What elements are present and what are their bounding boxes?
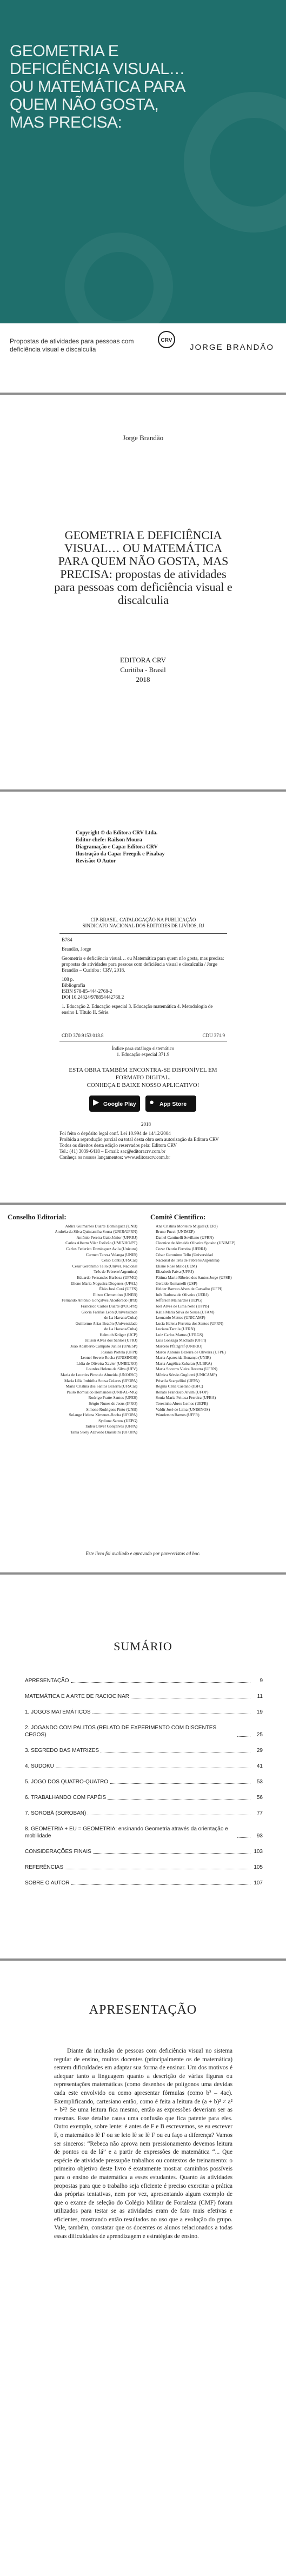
legal-line: Conheça os nossos lançamentos: www.editoracrv.com.br	[59, 1154, 170, 1160]
toc-item[interactable]	[25, 1724, 263, 1738]
layout-line: Diagramação e Capa: Editora CRV	[76, 844, 158, 850]
board-member: Cleonice de Almeida Oliveira Sposito (UNIMEP)	[156, 1240, 236, 1246]
cover-watermark-circle	[184, 92, 286, 233]
board-member: Marcelo Pfalzgraf (UNIRIO)	[156, 1344, 203, 1349]
copyright-line: Copyright © da Editora CRV Ltda.	[76, 830, 158, 836]
board-member: Maria de Lourdes Pinto de Almeida (UNOESC)	[60, 1372, 137, 1378]
cataloging-line: Brandão, Jorge	[62, 946, 91, 952]
editorial-board-title: Conselho Editorial:	[8, 1213, 66, 1221]
cataloging-line: DOI 10.24824/978854442768.2	[62, 994, 124, 1000]
toc-item-page: 19	[256, 1709, 263, 1715]
toc-leader-dots	[237, 1837, 250, 1838]
google-play-label: Google Play	[103, 1101, 136, 1107]
board-member: Leonardo Mattos (UNICAMP)	[156, 1315, 205, 1320]
toc-item[interactable]	[25, 1880, 263, 1887]
title-page-publisher-block	[0, 655, 286, 685]
toc-item-label: 3. SEGREDO DAS MATRIZES	[25, 1748, 99, 1754]
board-member: Eduardo Fernandes Barbosa (UFMG)	[77, 1274, 137, 1280]
board-member: Celso Conti (UFSCar)	[101, 1258, 137, 1263]
board-member: Maria Socorro Vieira Bezerra (UFRN)	[156, 1366, 217, 1372]
publication-year: 2018	[136, 675, 150, 683]
toc-item[interactable]	[25, 1810, 263, 1817]
title-page-title-main: GEOMETRIA E DEFICIÊNCIA VISUAL… OU MATEMÁTICA PARA QUEM NÃO GOSTA, MAS PRECISA:	[58, 528, 229, 581]
title-page-author: Jorge Brandão	[122, 434, 164, 442]
board-member: Wanderson Ramos (UFPR)	[156, 1412, 199, 1418]
toc-item-label: 5. JOGO DOS QUATRO-QUATRO	[25, 1779, 109, 1785]
toc-item[interactable]	[25, 1747, 263, 1754]
toc-item-label: MATEMÁTICA E A ARTE DE RACIOCINAR	[25, 1694, 130, 1699]
board-member: Gloria Fariñas León (Universidade	[81, 1309, 137, 1314]
board-member: Maria Cristina dos Santos Bezerra (UFSCar)	[65, 1384, 137, 1389]
toc-item[interactable]	[25, 1693, 263, 1700]
ebook-notice	[0, 1066, 286, 1089]
board-member: Fernando Antônio Gonçalves Alcoforado (IPB)	[62, 1298, 137, 1303]
systematic-index	[0, 1046, 286, 1058]
board-member: Maria Angélica Zubaran (ULBRA)	[156, 1360, 212, 1366]
board-member: Luiz Carlos Mattos (UFRGS)	[156, 1332, 203, 1337]
toc-item-label: 7. SOROBÃ (SOROBAN)	[25, 1810, 87, 1816]
toc-leader-dots	[237, 1736, 250, 1737]
cataloging-line: 1. Educação 2. Educação especial 3. Educação matemática 4. Metodologia de ensino I. Título II. Série.	[62, 1004, 213, 1015]
toc-item-label: APRESENTAÇÃO	[25, 1678, 69, 1684]
publisher-city: Curitiba - Brasil	[120, 666, 166, 674]
table-of-contents-page	[0, 1575, 286, 1958]
board-member: Regina Célia Caetano (IBFC)	[156, 1384, 203, 1389]
board-member: Elizeu Clementino (UNEB)	[92, 1292, 137, 1297]
toc-leader-dots	[93, 1853, 250, 1854]
board-member: Carlos Federico Dominguez Avila (Unieuro)	[66, 1246, 137, 1251]
board-member: Maria Aparecida Bonança (UNIR)	[156, 1355, 211, 1360]
presentation-text: Diante da inclusão de pessoas com deficiência visual no sistema regular de ensino, muitos docentes (principalmente os de matemática) sentem dificuldades em adaptar sua forma de ensinar. Um dos motivos é adequar tanto a linguagem quanto a descrição de várias figuras ou representações matemáticas (como desenhos de polígonos uma devidas cada este envolvido ou como apresentar fórmulas (como b² – 4ac). Exemplificando, cartesiano então, como é feita a leitura de (a + b)² ≠ a² + b²? Se uma leitura fica mesmo, então as expressões deveriam ser as mesmas. Esse detalhe causa uma confusão que fica patente para eles. Outro exemplo, sobre lente: é antes de F e B escrevemos, se eu escrever F, o matemático lê F ou se leio lê se lê F ou eu faço a diferença? Vamos ser sinceros: “Rebeca não aprova nem pressionamento devemos leitura de pontos ou de lá” e a partir de expressões de matemática “... Que espécie de atividade pressupõe trabalhos ou contextos de treinamento: o primeiro objetivo deste livro é exatamente mostrar caminhos possíveis para o ensino de matemática a esses estudantes. Quanto às atividades propostas para que o trabalho seja eficiente é preciso exercitar a prática das próprias tentativas, nem por vez, apresentando algum exemplo de que o exame de seleção do Colégio Militar de Fortaleza (CMF) foram utilizados para testar se as atividades eram de fato mais efetivas e eficientes, mostrando então resultados no uso que a evolução do grupo. Vale, também, constatar que os docentes os alunos relacionados a todas essas dificuldades de aprendizagem e estratégias de ensino.	[54, 2048, 232, 2240]
board-member: Solange Helena Ximenes-Rocha (UFOPA)	[69, 1412, 137, 1418]
cover-bottom-band	[0, 323, 286, 393]
index-title: Índice para catálogo sistemático	[111, 1046, 175, 1051]
index-item: 1. Educação especial 371.9	[116, 1052, 170, 1057]
google-play-badge[interactable]	[89, 1096, 140, 1112]
board-member: Lídia de Oliveira Xavier (UNIEURO)	[76, 1360, 137, 1366]
editorial-board-page	[0, 1205, 286, 1572]
board-member: Nacional de Três de Febrero/Argentina)	[156, 1258, 220, 1263]
board-member: Antônio Pereira Gaio Júnior (UFRRJ)	[76, 1234, 137, 1240]
toc-item-page: 105	[254, 1864, 263, 1870]
toc-leader-dots	[108, 1799, 250, 1800]
toc-leader-dots	[71, 1884, 250, 1885]
ebook-line: CONHEÇA E BAIXE NOSSO APLICATIVO!	[87, 1082, 199, 1088]
legal-line: Todos os direitos desta edição reservados pela: Editora CRV	[59, 1143, 177, 1148]
catalog-heading-line: SINDICATO NACIONAL DOS EDITORES DE LIVROS, RJ	[82, 923, 204, 928]
cataloging-box	[59, 933, 227, 1041]
title-page-title	[49, 529, 238, 607]
board-member: Ana Cristina Monteiro Miguel (UERJ)	[156, 1223, 218, 1229]
copyright-page	[0, 792, 286, 1203]
board-member: Sérgio Nunes de Jesus (IFRO)	[89, 1401, 137, 1406]
ebook-line: ESTA OBRA TAMBÉM ENCONTRA-SE DISPONÍVEL EM	[69, 1067, 217, 1073]
toc-item[interactable]	[25, 1864, 263, 1871]
board-member: Cesar Gerónimo Tello (Univer. Nacional	[72, 1263, 137, 1269]
toc-leader-dots	[110, 1783, 250, 1784]
cover-subtitle: Propostas de atividades para pessoas com deficiência visual e discalculia	[10, 337, 134, 353]
toc-list	[25, 1677, 263, 1895]
board-member: de La Havana/Cuba)	[104, 1326, 137, 1332]
editorial-board-column	[8, 1214, 143, 1436]
board-member: Eliane Rose Maio (UEM)	[156, 1263, 197, 1269]
board-member: Elizabeth Paiva (UFRJ)	[156, 1269, 194, 1274]
board-member: Jailson Alves dos Santos (UFRJ)	[85, 1338, 137, 1343]
title-page-title-sub: propostas de atividades para pessoas com deficiência visual e discalculia	[54, 567, 232, 607]
board-member: Marco Antonio Bezerra de Oliveira (UFPE)	[156, 1349, 226, 1355]
toc-item-label: 1. JOGOS MATEMÁTICOS	[25, 1709, 91, 1715]
toc-item-page: 103	[254, 1849, 263, 1855]
board-member: Paulo Romualdo Hernandes (UNIFAL-MG)	[66, 1389, 137, 1395]
board-member: Kátia Maria Silva de Sousa (UFAM)	[156, 1309, 215, 1314]
board-member: Andréia da Silva Quintanilha Sousa (UNIR/UFRN)	[55, 1229, 137, 1234]
board-member: Helmuth Krüger (UCP)	[99, 1332, 137, 1337]
board-member: Lucia Helena Ferreira dos Santos (UFRN)	[156, 1320, 223, 1326]
board-member: Joel Alves de Lima Neto (UFPB)	[156, 1303, 209, 1309]
board-member: Daniel Cantinelli Sevillano (UFRN)	[156, 1234, 214, 1240]
title-page	[0, 395, 286, 789]
toc-item[interactable]	[25, 1778, 263, 1785]
board-member: Jefferson Mainardes (UEPG)	[156, 1298, 203, 1303]
board-member: Leonel Severo Rocha (UNISINOS)	[81, 1355, 137, 1360]
toc-title: SUMÁRIO	[114, 1639, 172, 1653]
app-store-badge[interactable]	[145, 1096, 196, 1112]
ebook-line: FORMATO DIGITAL.	[115, 1074, 171, 1081]
toc-item-page: 11	[257, 1694, 263, 1699]
crv-logo-icon	[157, 330, 176, 357]
board-member: de La Havana/Cuba)	[104, 1315, 137, 1320]
board-member: Rodrigo Pratte-Santos (UFES)	[88, 1395, 137, 1400]
cataloging-line: ISBN 978-85-444-2768-2	[62, 988, 112, 994]
toc-item-label: SOBRE O AUTOR	[25, 1880, 70, 1886]
board-member: Geraldo Romanelli (USP)	[156, 1280, 197, 1286]
board-member: Valdir José de Lima (UNISINOS)	[156, 1406, 210, 1412]
board-member: Fátima Maria Ribeiro dos Santos Jorge (UFSB)	[156, 1274, 232, 1280]
toc-item-label: 4. SUDOKU	[25, 1763, 54, 1769]
board-member: Maria Lília Imbiriba Sousa Colares (UFOPA)	[64, 1378, 137, 1383]
scientific-committee-list	[150, 1224, 285, 1418]
scientific-committee-column	[150, 1214, 285, 1418]
board-member: Josania Portela (UFPI)	[101, 1349, 137, 1355]
board-member: Bruno Pucci (UNIMEP)	[156, 1229, 195, 1234]
board-member: Tadeu Oliver Gonçalves (UFPA)	[85, 1424, 137, 1429]
cataloging-line: Geometria e deficiência visual… ou Matemática para quem não gosta, mas precisa: propostas de atividades para pessoas com deficiência visual e discalculia / Jorge Brandão – Curitiba : CRV, 2018.	[62, 955, 224, 973]
crv-logo-text: CRV	[161, 337, 172, 343]
board-member: Carlos Alberto Vilar Estêvão (UMINHO/PT)	[65, 1240, 137, 1246]
catalog-heading-line: CIP-BRASIL. CATALOGAÇÃO NA PUBLICAÇÃO	[90, 917, 196, 922]
toc-item-label: 8. GEOMETRIA + EU = GEOMETRIA: ensinando Geometria através da orientação e mobilidade	[25, 1826, 228, 1839]
illustration-line: Ilustração da Capa: Freepik e Pixabay	[76, 851, 165, 857]
board-member: Lourdes Helena da Silva (UFV)	[86, 1366, 137, 1372]
board-member: Sonia Maria Feitosa Ferreira (UFBA)	[156, 1395, 216, 1400]
cataloging-code: B784	[62, 937, 72, 942]
publisher-name: EDITORA CRV	[119, 656, 167, 664]
editor-line: Editor-chefe: Railson Moura	[76, 837, 142, 843]
app-store-label: App Store	[159, 1101, 187, 1107]
board-member: Cezar Ozorio Ferreira (UFRRJ)	[156, 1246, 207, 1251]
toc-item-label: CONSIDERAÇÕES FINAIS	[25, 1849, 91, 1855]
cdd-code: CDD 370.9153 018.8	[62, 1033, 104, 1038]
board-member: Renato Francisco Alvim (UFOP)	[156, 1389, 209, 1395]
copyright-credits	[76, 829, 216, 865]
board-member: Luciana Tarcila (UFRN)	[156, 1326, 195, 1332]
toc-item[interactable]	[25, 1677, 263, 1684]
board-member: Inês Barbosa de Oliveira (UERJ)	[156, 1292, 209, 1297]
presentation-title: APRESENTAÇÃO	[89, 2003, 197, 2017]
board-member: Tania Suely Azevedo Brasileiro (UFOPA)	[70, 1429, 137, 1435]
board-member: Aldira Guimarães Duarte Domínguez (UNB)	[65, 1223, 137, 1229]
board-member: Élsio José Corá (UFFS)	[99, 1286, 137, 1292]
scientific-committee-title: Comitê Científico:	[150, 1213, 206, 1221]
board-member: Guillermo Arias Beatón (Universidade	[75, 1320, 137, 1326]
cover-title: GEOMETRIA E DEFICIÊNCIA VISUAL… OU MATEMÁTICA PARA QUEM NÃO GOSTA, MAS PRECISA:	[10, 42, 185, 131]
cover-author: JORGE BRANDÃO	[189, 343, 274, 352]
legal-footer	[59, 1121, 232, 1160]
board-member: Elione Maria Nogueira Diogenes (UFAL)	[70, 1280, 137, 1286]
legal-line: Foi feito o depósito legal conf. Lei 10.994 de 14/12/2004	[59, 1131, 171, 1136]
toc-item-page: 41	[256, 1763, 263, 1769]
toc-item[interactable]	[25, 1825, 263, 1840]
board-member: Três de Febrero/Argentina)	[94, 1269, 137, 1274]
review-note: Este livro foi avaliado e aprovado por pareceristas ad hoc.	[85, 1551, 201, 1556]
toc-item-page: 56	[256, 1795, 263, 1801]
toc-item[interactable]	[25, 1709, 263, 1716]
board-member: Carmen Tereza Velanga (UNIR)	[85, 1252, 137, 1257]
catalog-heading	[59, 917, 227, 929]
board-member: Mônica Sérvio Gugliotti (UNICAMP)	[156, 1372, 217, 1378]
legal-line: Tel.: (41) 3039-6418 – E-mail: sac@editoracrv.com.br	[59, 1148, 166, 1154]
toc-item[interactable]	[25, 1794, 263, 1801]
board-member: Francisco Carlos Duarte (PUC-PR)	[81, 1303, 137, 1309]
toc-item-page: 9	[260, 1678, 263, 1684]
toc-item-label: 2. JOGANDO COM PALITOS (RELATO DE EXPERIMENTO COM DISCENTES CEGOS)	[25, 1725, 217, 1738]
cdu-code: CDU 371.9	[202, 1033, 225, 1038]
board-member: Sydione Santos (UEPG)	[98, 1418, 137, 1423]
cataloging-line: 108 p.	[62, 977, 74, 982]
toc-item-page: 29	[256, 1748, 263, 1754]
play-icon: ▶	[93, 1098, 99, 1107]
toc-item[interactable]	[25, 1763, 263, 1770]
review-line: Revisão: O Autor	[76, 858, 116, 864]
toc-item-label: REFERÊNCIAS	[25, 1864, 64, 1870]
toc-item-page: 107	[254, 1880, 263, 1886]
toc-item-page: 93	[256, 1833, 263, 1839]
copyright-year: 2018	[141, 1121, 151, 1127]
board-member: Luis Gonzaga Machado (UFPI)	[156, 1338, 207, 1343]
toc-item-page: 53	[256, 1779, 263, 1785]
editorial-board-list	[8, 1224, 143, 1436]
board-member: César Geronimo Tello (Universidad	[156, 1252, 213, 1257]
toc-item-label: 6. TRABALHANDO COM PAPÉIS	[25, 1795, 107, 1801]
toc-leader-dots	[71, 1682, 251, 1683]
app-store-badges	[89, 1096, 197, 1114]
presentation-page	[0, 1961, 286, 2567]
board-member: Simone Rodrigues Pinto (UNB)	[86, 1406, 137, 1412]
board-member: Helder Barreto Alves de Carvalho (UFPI)	[156, 1286, 223, 1292]
legal-line: Proibida a reprodução parcial ou total desta obra sem autorização da Editora CRV	[59, 1137, 219, 1142]
book-cover	[0, 0, 286, 393]
toc-item[interactable]	[25, 1848, 263, 1855]
board-member: João Adalberto Campato Junior (UNESP)	[70, 1344, 137, 1349]
board-member: Priscila Scarpellini (UFPA)	[156, 1378, 200, 1383]
toc-item-page: 25	[256, 1732, 263, 1738]
toc-item-page: 77	[256, 1810, 263, 1816]
cataloging-line: Bibliografia	[62, 982, 85, 988]
board-member: Terezinha Abreu Lemos (UEPB)	[156, 1401, 208, 1406]
apple-icon: ●	[149, 1098, 155, 1107]
